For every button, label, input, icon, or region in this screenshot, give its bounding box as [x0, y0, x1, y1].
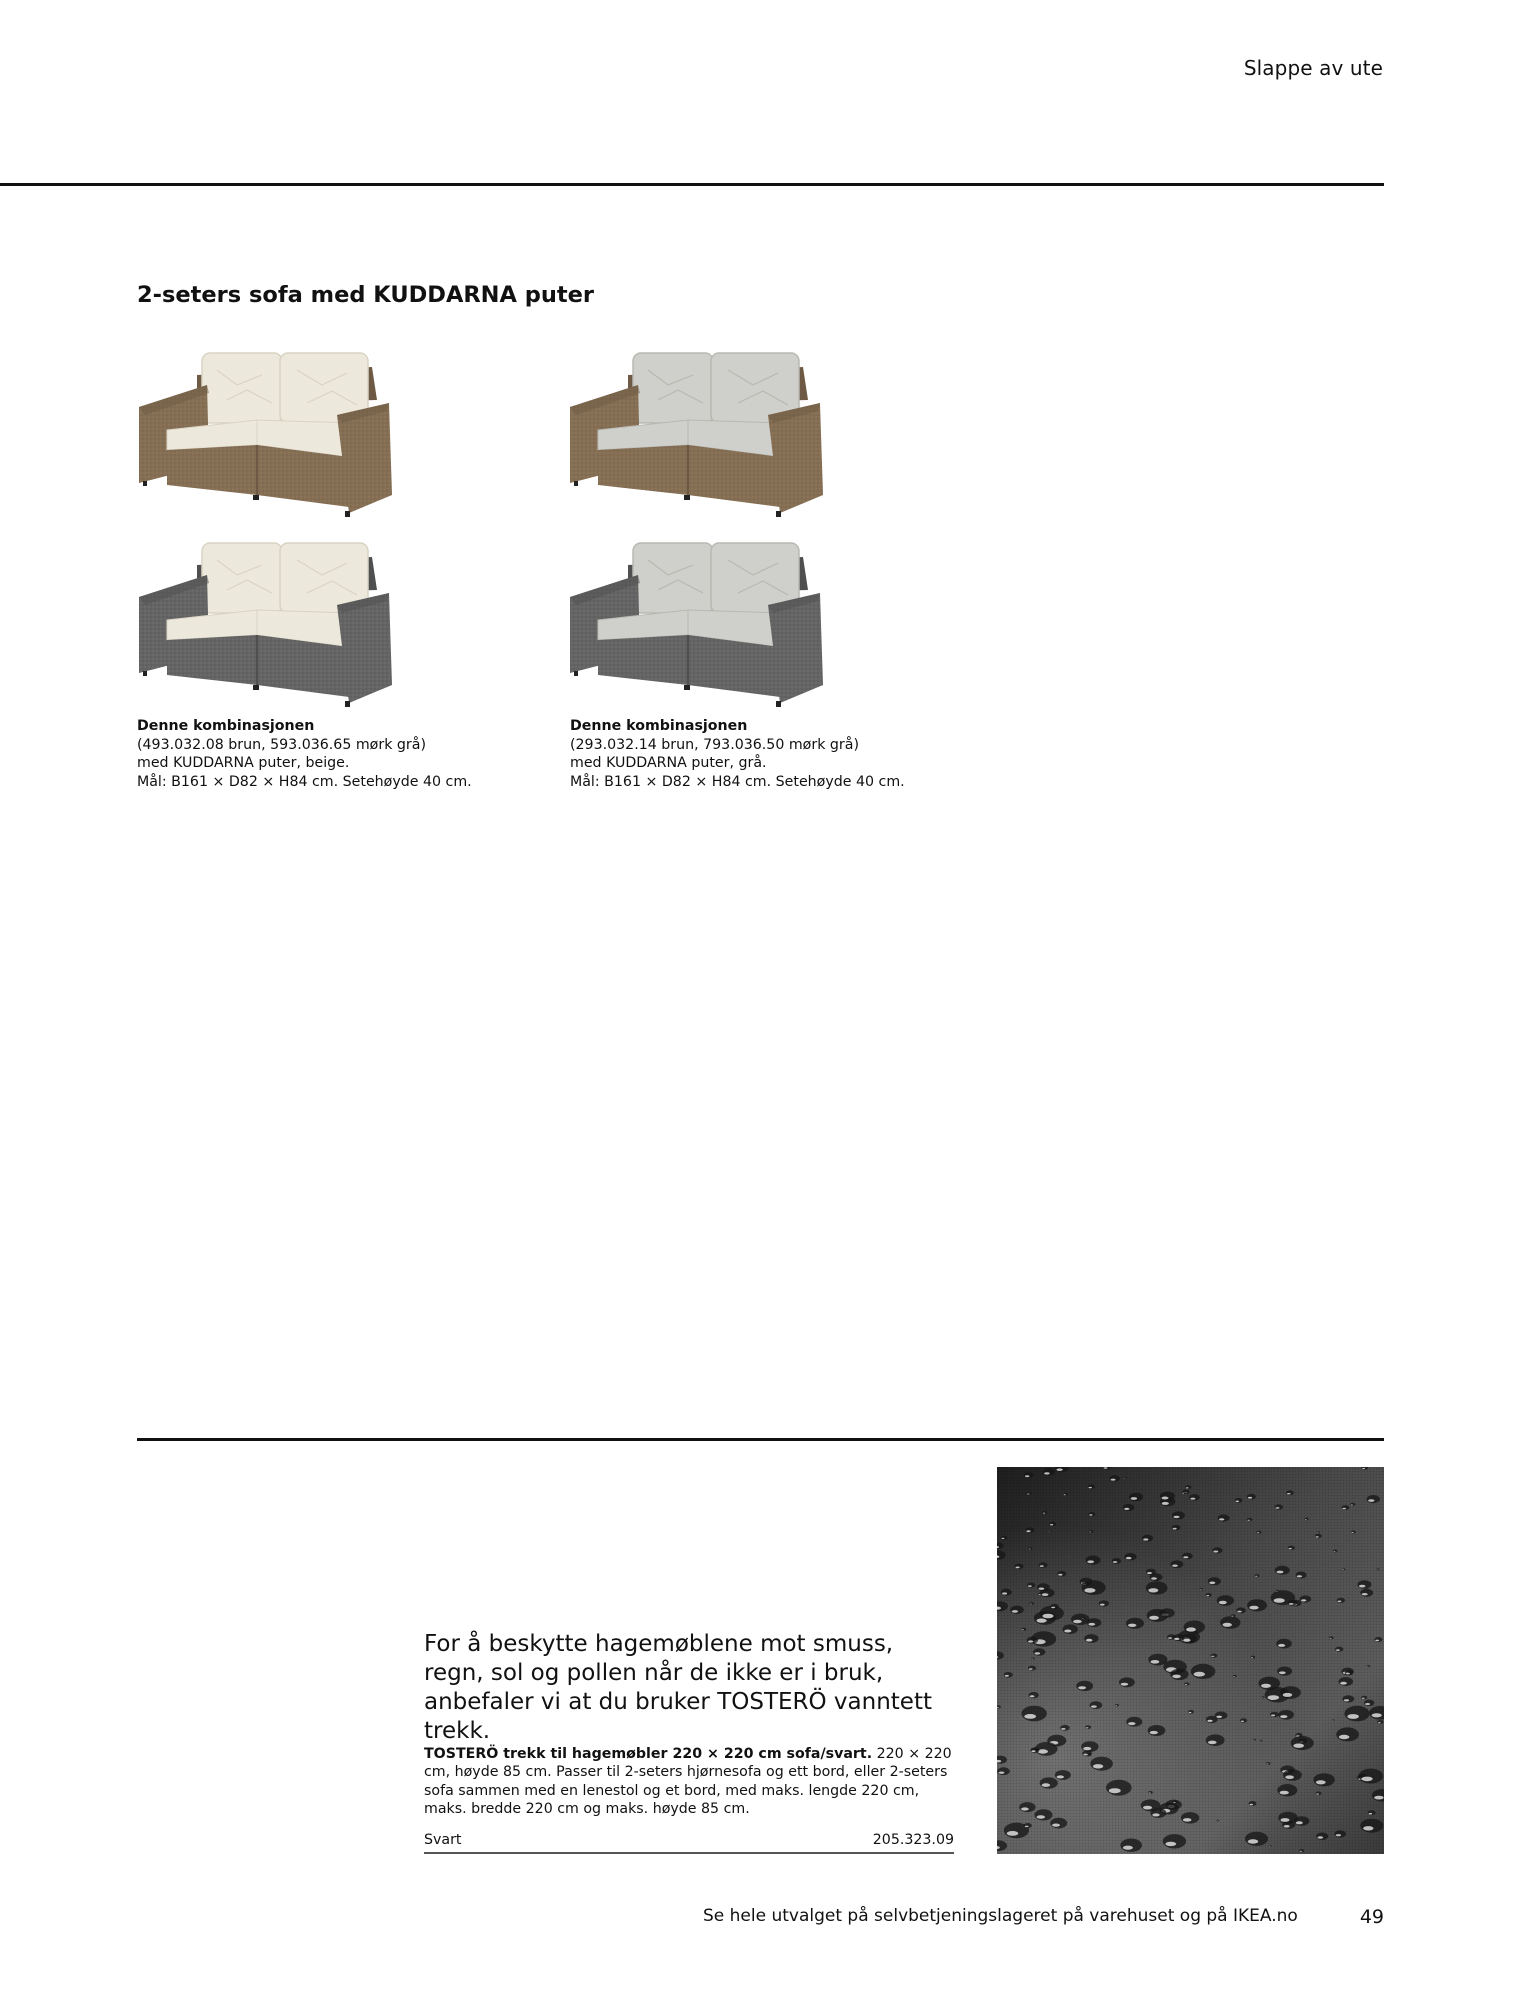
combination-title: Denne kombinasjonen	[570, 718, 748, 734]
promo-text: For å beskytte hagemøblene mot smuss, regn, sol og pollen når de ikke er i bruk, anbefaler vi at du bruker TOSTERÖ vanntett trekk.	[424, 1631, 932, 1744]
variant-color: Svart	[424, 1832, 462, 1848]
combination-dimensions: Mål: B161 × D82 × H84 cm. Setehøyde 40 cm.	[570, 774, 905, 791]
sofa-image-brown-beige	[137, 345, 399, 520]
page-number: 49	[1359, 1906, 1384, 1928]
combination-title: Denne kombinasjonen	[137, 718, 315, 734]
combination-article-numbers: (493.032.08 brun, 593.036.65 mørk grå)	[137, 736, 426, 753]
sofa-image-darkgrey-grey	[568, 535, 830, 710]
combination-info-beige	[137, 717, 472, 792]
waterproof-cover-photo	[997, 1467, 1384, 1854]
combination-dimensions: Mål: B161 × D82 × H84 cm. Setehøyde 40 cm.	[137, 774, 472, 791]
sofa-image-brown-grey	[568, 345, 830, 520]
product-details: 220 × 220 cm, høyde 85 cm. Passer til 2-seters hjørnesofa og ett bord, eller 2-seters sofa sammen med en lenestol og et bord, med maks. lengde 220 cm, maks. bredde 220 cm og maks. høyde 85 cm.	[424, 1746, 952, 1818]
top-divider	[0, 183, 1384, 186]
sofa-illustration	[137, 345, 399, 520]
article-number: 205.323.09	[872, 1832, 954, 1848]
product-description	[424, 1745, 954, 1819]
combination-info-grey	[570, 717, 905, 792]
sofa-illustration	[137, 535, 399, 710]
footer-text: Se hele utvalget på selvbetjeningslageret på varehuset og på IKEA.no	[703, 1906, 1298, 1926]
combination-cushions: med KUDDARNA puter, beige.	[137, 755, 350, 772]
product-name: TOSTERÖ trekk til hagemøbler 220 × 220 cm sofa/svart.	[424, 1746, 873, 1762]
section-label: Slappe av ute	[1243, 56, 1383, 80]
sofa-illustration	[568, 535, 830, 710]
sofa-illustration	[568, 345, 830, 520]
water-droplets-image	[997, 1467, 1384, 1854]
product-variant-row	[424, 1832, 954, 1854]
sofa-image-darkgrey-beige	[137, 535, 399, 710]
combination-cushions: med KUDDARNA puter, grå.	[570, 755, 767, 772]
combination-article-numbers: (293.032.14 brun, 793.036.50 mørk grå)	[570, 736, 859, 753]
bottom-divider	[137, 1438, 1384, 1441]
section-heading: 2-seters sofa med KUDDARNA puter	[137, 282, 594, 308]
